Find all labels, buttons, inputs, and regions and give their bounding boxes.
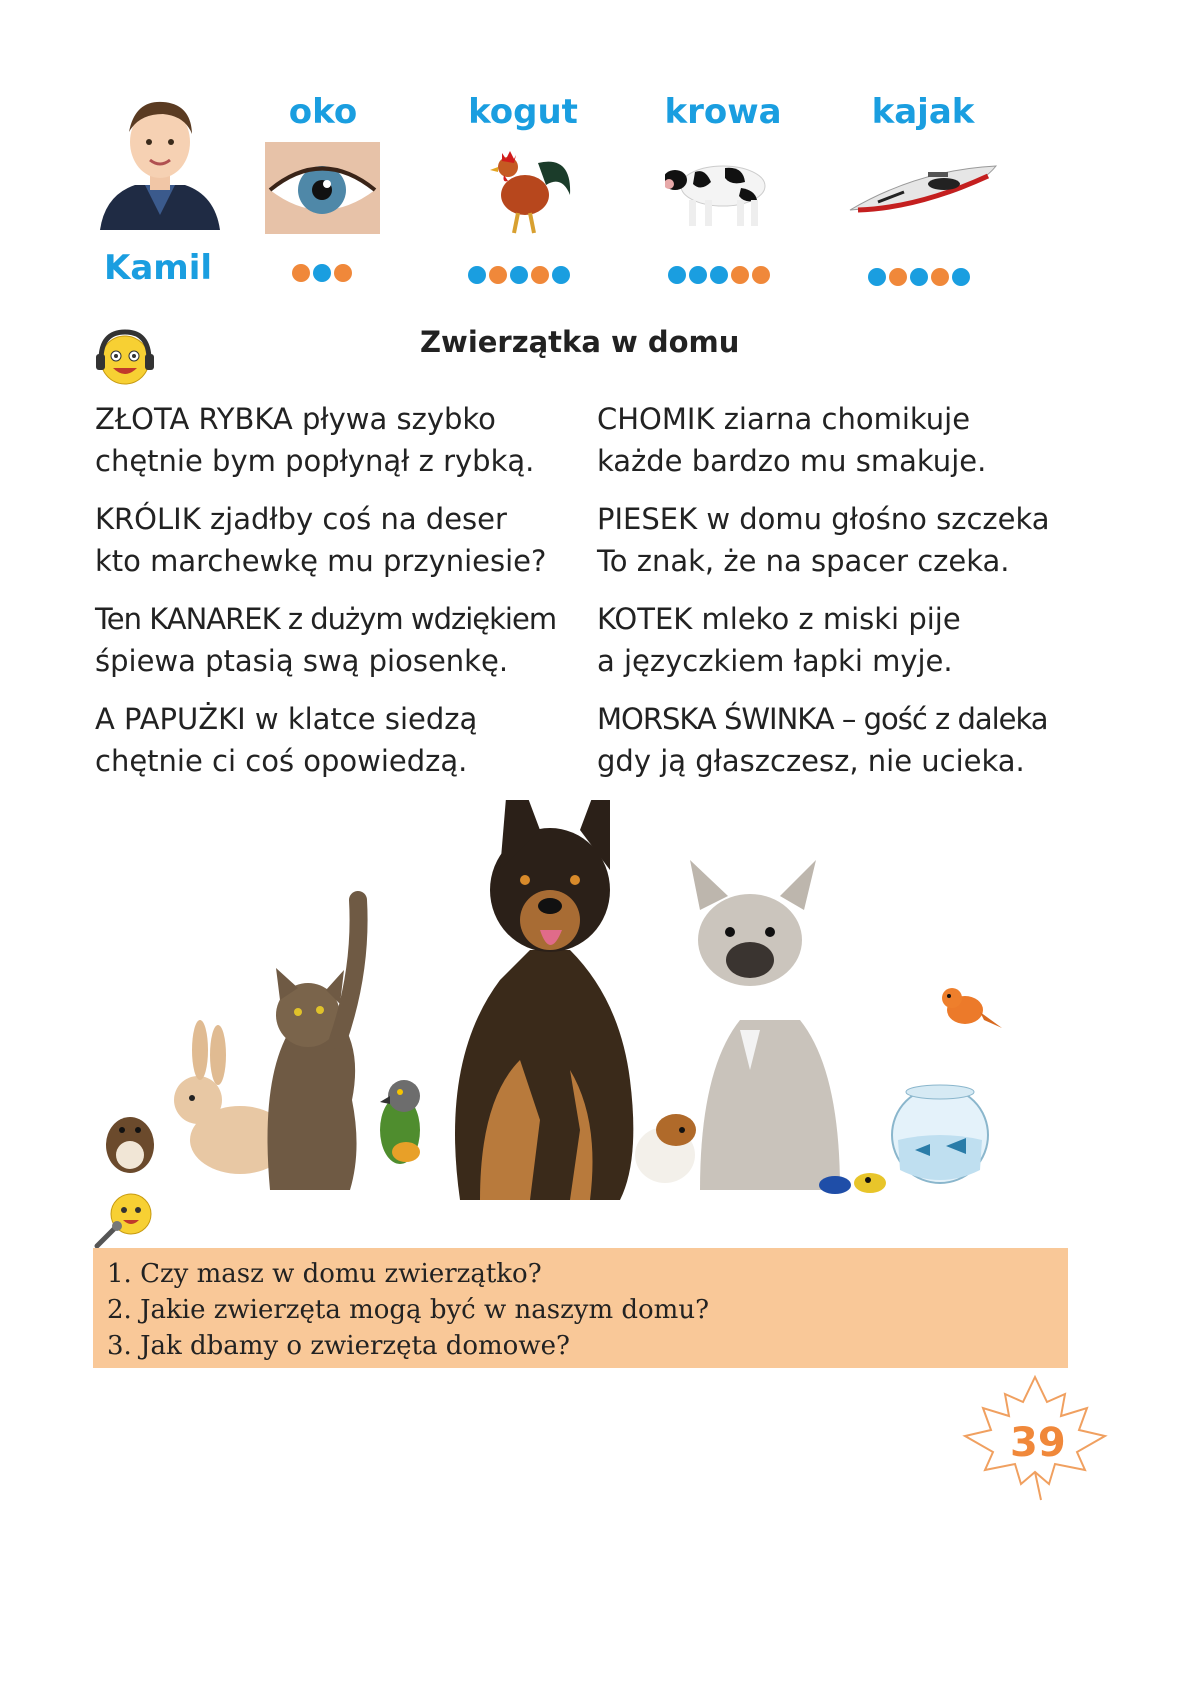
cow-icon xyxy=(665,152,780,230)
syllable-dots-kajak xyxy=(868,268,970,286)
poem-line: a języczkiem łapki myje. xyxy=(597,644,953,678)
question: 1. Czy masz w domu zwierzątko? xyxy=(107,1259,542,1289)
hamster-icon xyxy=(106,1117,154,1173)
dot xyxy=(710,266,728,284)
eye-icon xyxy=(265,142,380,234)
poem-line: To znak, że na spacer czeka. xyxy=(597,544,1010,578)
dot xyxy=(668,266,686,284)
word-kajak: kajak xyxy=(871,92,975,132)
parrot-icon xyxy=(380,1080,420,1164)
poem-line: śpiewa ptasią swą piosenkę. xyxy=(95,644,509,678)
poem-line: chętnie bym popłynął z rybką. xyxy=(95,444,535,478)
fishbowl-icon xyxy=(892,1085,988,1183)
rooster-icon xyxy=(480,145,575,237)
poem-title: Zwierzątka w domu xyxy=(420,325,740,359)
dot xyxy=(313,264,331,282)
poem-line: KOTEK mleko z miski pije xyxy=(597,602,961,636)
dot xyxy=(889,268,907,286)
dot xyxy=(468,266,486,284)
stanza xyxy=(95,698,556,782)
poem-line: każde bardzo mu smakuje. xyxy=(597,444,987,478)
dot xyxy=(489,266,507,284)
word-kogut: kogut xyxy=(468,92,578,132)
poem-line: chętnie ci coś opowiedzą. xyxy=(95,744,468,778)
cat-icon xyxy=(268,900,359,1190)
poem-line: gdy ją głaszczesz, nie ucieka. xyxy=(597,744,1025,778)
pets-illustration xyxy=(100,800,1070,1200)
dot xyxy=(689,266,707,284)
dot xyxy=(552,266,570,284)
question: 2. Jakie zwierzęta mogą być w naszym domu? xyxy=(107,1295,710,1325)
headphones-smiley-icon xyxy=(95,326,155,388)
canary-icon xyxy=(942,988,1002,1028)
guinea-pig-icon xyxy=(635,1114,696,1183)
poem-column-right xyxy=(597,398,1050,798)
dot xyxy=(292,264,310,282)
dot xyxy=(731,266,749,284)
name-label: Kamil xyxy=(103,248,213,288)
poem-line: KRÓLIK zjadłby coś na deser xyxy=(95,502,507,536)
bulldog-icon xyxy=(690,860,840,1190)
poem-line: kto marchewkę mu przyniesie? xyxy=(95,544,547,578)
dot xyxy=(868,268,886,286)
poem-column-left xyxy=(95,398,556,798)
microphone-smiley-icon xyxy=(93,1192,153,1248)
word-krowa: krowa xyxy=(664,92,782,132)
boy-photo xyxy=(95,90,225,230)
poem-line: A PAPUŻKI w klatce siedzą xyxy=(95,702,478,736)
poem-line: PIESEK w domu głośno szczeka xyxy=(597,502,1050,536)
stanza xyxy=(597,398,1050,482)
dot xyxy=(510,266,528,284)
syllable-dots-kogut xyxy=(468,266,570,284)
dot xyxy=(931,268,949,286)
poem-line: Ten KANAREK z dużym wdziękiem xyxy=(95,602,557,636)
syllable-dots-oko xyxy=(292,264,352,282)
stanza xyxy=(95,598,556,682)
stanza xyxy=(95,398,556,482)
stanza xyxy=(597,498,1050,582)
questions-box xyxy=(93,1248,1068,1368)
dot xyxy=(952,268,970,286)
word-oko: oko xyxy=(288,92,358,132)
poem-line: ZŁOTA RYBKA pływa szybko xyxy=(95,402,496,436)
stanza xyxy=(597,598,1050,682)
dot xyxy=(752,266,770,284)
shepherd-dog-icon xyxy=(455,800,633,1200)
poem-line: CHOMIK ziarna chomikuje xyxy=(597,402,971,436)
stanza xyxy=(597,698,1050,782)
question: 3. Jak dbamy o zwierzęta domowe? xyxy=(107,1331,570,1361)
dot xyxy=(910,268,928,286)
kayak-icon xyxy=(848,162,998,228)
poem-line: MORSKA ŚWINKA – gość z daleka xyxy=(597,702,1048,736)
dot xyxy=(334,264,352,282)
dot xyxy=(531,266,549,284)
syllable-dots-krowa xyxy=(668,266,770,284)
stanza xyxy=(95,498,556,582)
page-number: 39 xyxy=(1010,1420,1066,1466)
